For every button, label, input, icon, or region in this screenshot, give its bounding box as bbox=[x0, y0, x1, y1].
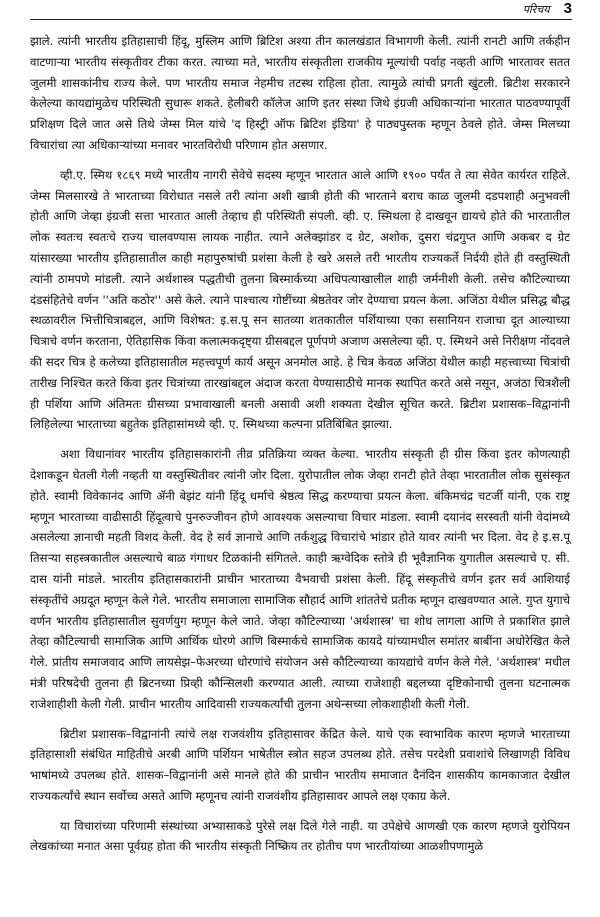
paragraph-dynastic-history: ब्रिटीश प्रशासक–विद्वानांनी त्यांचे लक्ष राजवंशीय इतिहासावर केंद्रित केले. याचे एक स्वाभाविक कारण म्हणजे भारताच्या इतिहासाशी संबंधित माहितीचे अरबी आणि पर्शियन भाषेतील स्त्रोत सहज उपलब्ध होते. तसेच परदेशी प्रवाशांचे लिखाणही विविध भाषांमध्ये उपलब्ध होते. शासक–विद्वानांनी असे मानले होते की प्राचीन भारतीय समाजात दैनंदिन शासकीय कामकाजात देखील राज्यकर्त्यांचे स्थान सर्वोच्च असते आणि म्हणूनच त्यांनी राजवंशीय इतिहासावर आपले लक्ष एकाग्र केले. bbox=[30, 726, 570, 803]
running-title: परिचय bbox=[522, 3, 550, 16]
paragraph-indian-historians: अशा विधानांवर भारतीय इतिहासकारांनी तीव्र प्रतिक्रिया व्यक्त केल्या. भारतीय संस्कृती ही ग्रीस किंवा इतर कोणत्याही देशाकडून घेतली गेली नव्हती या वस्तुस्थितीवर त्यांनी जोर दिला. युरोपातील लोक जेव्हा रानटी होते तेव्हा भारतातील लोक सुसंस्कृत होते. स्वामी विवेकानंद आणि ॲनी बेझंट यांनी हिंदू धर्माचे श्रेष्ठत्व सिद्ध करण्याचा प्रयत्न केला. बंकिमचंद्र चटर्जी यांनी, एक राष्ट्र म्हणून भारताच्या वाढीसाठी हिंदूत्वाचे पुनरुज्जीवन होणे आवश्यक असल्याचा विचार मांडला. स्वामी दयानंद सरस्वती यांनी वेदांमध्ये असलेल्या ज्ञानाची महती विशद केली. वेद हे सर्व ज्ञानाचे आणि तर्कशुद्ध विचारांचे भांडार होते यावर त्यांनी भर दिला. वेद हे इ.स.पू तिसऱ्या सहस्त्रकातील असल्याचे बाळ गंगाधर टिळकांनी संगितले. काही ऋग्वेदिक स्तोत्रे ही भूवैज्ञानिक युगातील असल्याचे ए. सी. दास यांनी मांडले. भारतीय इतिहासकारांनी प्राचीन भारताच्या वैभवाची प्रशंसा केली. हिंदू संस्कृतीचे वर्णन इतर सर्व आशियाई संस्कृतींचे अग्रदूत म्हणून केले गेले. भारतीय समाजाला सामाजिक सौहार्द आणि शांततेचे प्रतीक म्हणून दाखवण्यात आले. गुप्त युगाचे वर्णन भारतीय इतिहासातील सुवर्णयुग म्हणून केले जाते. जेव्हा कौटिल्याच्या 'अर्थशास्त्र' चा शोध लागला आणि ते प्रकाशित झाले तेव्हा कौटिल्याची सामाजिक आणि आर्थिक धोरणे आणि बिस्मार्कचे सामाजिक कायदे यांच्यामधील समांतर बाबींना अधोरेखित केले गेले. प्रांतीय समाजवाद आणि लायसेझ–फेअरच्या धोरणांचे संयोजन असे कौटिल्याच्या कायद्यांचे वर्णन केले गेले. 'अर्थशास्त्र' मधील मंत्री परिषदेची तुलना ही ब्रिटनच्या प्रिव्ही कौन्सिलशी करण्यात आली. त्याच्या राजेशाही बद्दलच्या दृष्टिकोनाची तुलना घटनात्मक राजेशाहीशी केली गेली. प्राचीन भारतीय आदिवासी राज्यकर्त्यांची तुलना अथेन्सच्या लोकशाहीशी केली गेली. bbox=[30, 447, 570, 711]
paragraph-smith: व्ही.ए. स्मिथ १८६९ मध्ये भारतीय नागरी सेवेचे सदस्य म्हणून भारतात आले आणि १९०० पर्यंत ते त्या सेवेत कार्यरत राहिले. जेम्स मिलसारखे ते भारताच्या विरोधात नसले तरी त्यांना अशी खात्री होती की भारताने बराच काळ जुलमी दडपशाही अनुभवली होती आणि जेव्हा इंग्रजी सत्ता भारतात आली तेव्हाच ही परिस्थिती संपली. व्ही. ए. स्मिथला हे दाखवून द्यायचे होते की भारतातील लोक स्वतःच स्वतःचे राज्य चालवण्यास लायक नाहीत. त्याने अलेक्झांडर द ग्रेट, अशोक, दुसरा चंद्रगुप्त आणि अकबर द ग्रेट यांसारख्या भारतीय इतिहासातील काही महापुरुषांची प्रशंसा केली हे खरे असले तरी भारतीय राज्यकर्ते निर्दयी होते ही वस्तुस्थिती त्यांनी ठामपणे मांडली. त्याने अर्थशास्त्र पद्धतीची तुलना बिस्मार्कच्या अधिपत्याखालील शाही जर्मनीशी केली. तसेच कौटिल्याच्या दंडसंहितेचे वर्णन ''अति कठोर'' असे केले. त्याने पाश्चात्य गोष्टींच्या श्रेष्ठतेवर जोर देण्याचा प्रयत्न केला. अजिंठा येथील प्रसिद्ध बौद्ध स्थळावरील भित्तीचित्राबद्दल, आणि विशेषत: इ.स.पू सन सातव्या शतकातील पर्शियाच्या एका ससानियन राजाचा दूत आल्याच्या चित्राचे वर्णन करताना, ऐतिहासिक किंवा कलात्मकदृष्ट्या ग्रीसबद्दल पूर्णपणे अजाण असलेल्या व्ही. ए. स्मिथने असे निरीक्षण नोंदवले की सदर चित्र हे कलेच्या इतिहासातील महत्त्वपूर्ण कार्य असून अनमोल आहे. हे चित्र केवळ अजिंठा येथील काही महत्त्वाच्या चित्रांची तारीख निश्चित करते किंवा इतर चित्रांच्या तारखांबद्दल अंदाज करता येण्यासाठीचे मानक स्थापित करते असे नसून, अजंठा चित्रशैली ही पर्शिया आणि अंतिमतः ग्रीसच्या प्रभावाखाली बनली असावी अशी शक्यता देखील सूचित करते. ब्रिटीश प्रशासक–विद्वानांनी लिहिलेल्या भारताच्या बहुतेक इतिहासांमध्ये व्ही. ए. स्मिथच्या कल्पना प्रतिबिंबित झाल्या. bbox=[30, 167, 570, 432]
paragraph-institutions: या विचारांच्या परिणामी संस्थांच्या अभ्यासाकडे पुरेसे लक्ष दिले गेले नाही. या उपेक्षेचे आणखी एक कारण म्हणजे युरोपियन लेखकांच्या मनात असा पूर्वग्रह होता की भारतीय संस्कृती निष्क्रिय तर होतीच पण भारतीयांच्या आळशीपणामुळे bbox=[30, 818, 570, 854]
page-number: 3 bbox=[563, 0, 572, 17]
page-body bbox=[30, 31, 570, 866]
page-header bbox=[30, 0, 572, 20]
paragraph-continued: झाले. त्यांनी भारतीय इतिहासाची हिंदू, मुस्लिम आणि ब्रिटिश अश्या तीन कालखंडात विभागणी केली. त्यांनी रानटी आणि तर्कहीन वाटणाऱ्या भारतीय संस्कृतीवर टीका करत. त्याच्या मते, भारतीय संस्कृतीला राजकीय मूल्यांची पर्वाह नव्हती आणि भारतावर सतत जुलमी शासकांनीच राज्य केले. पण भारतीय समाज नेहमीच तटस्थ राहिला होता. त्यामुळे त्यांची प्रगती खुंटली. ब्रिटीश सरकारने केलेल्या कायद्यांमुळेच परिस्थिती सुधारू शकते. हेलीबरी कॉलेज आणि इतर संस्था जिथे इंग्रजी अधिकाऱ्यांना भारतात पाठवण्यापूर्वी प्रशिक्षण दिले जात असे तिथे जेम्स मिल यांचे 'द हिस्ट्री ऑफ ब्रिटिश इंडिया' हे पाठ्यपुस्तक म्हणून ठेवले होते. जेम्स मिलच्या विचारांचा त्या अधिकाऱ्यांच्या मनावर भारतविरोधी परिणाम होत असणार. bbox=[30, 34, 570, 152]
